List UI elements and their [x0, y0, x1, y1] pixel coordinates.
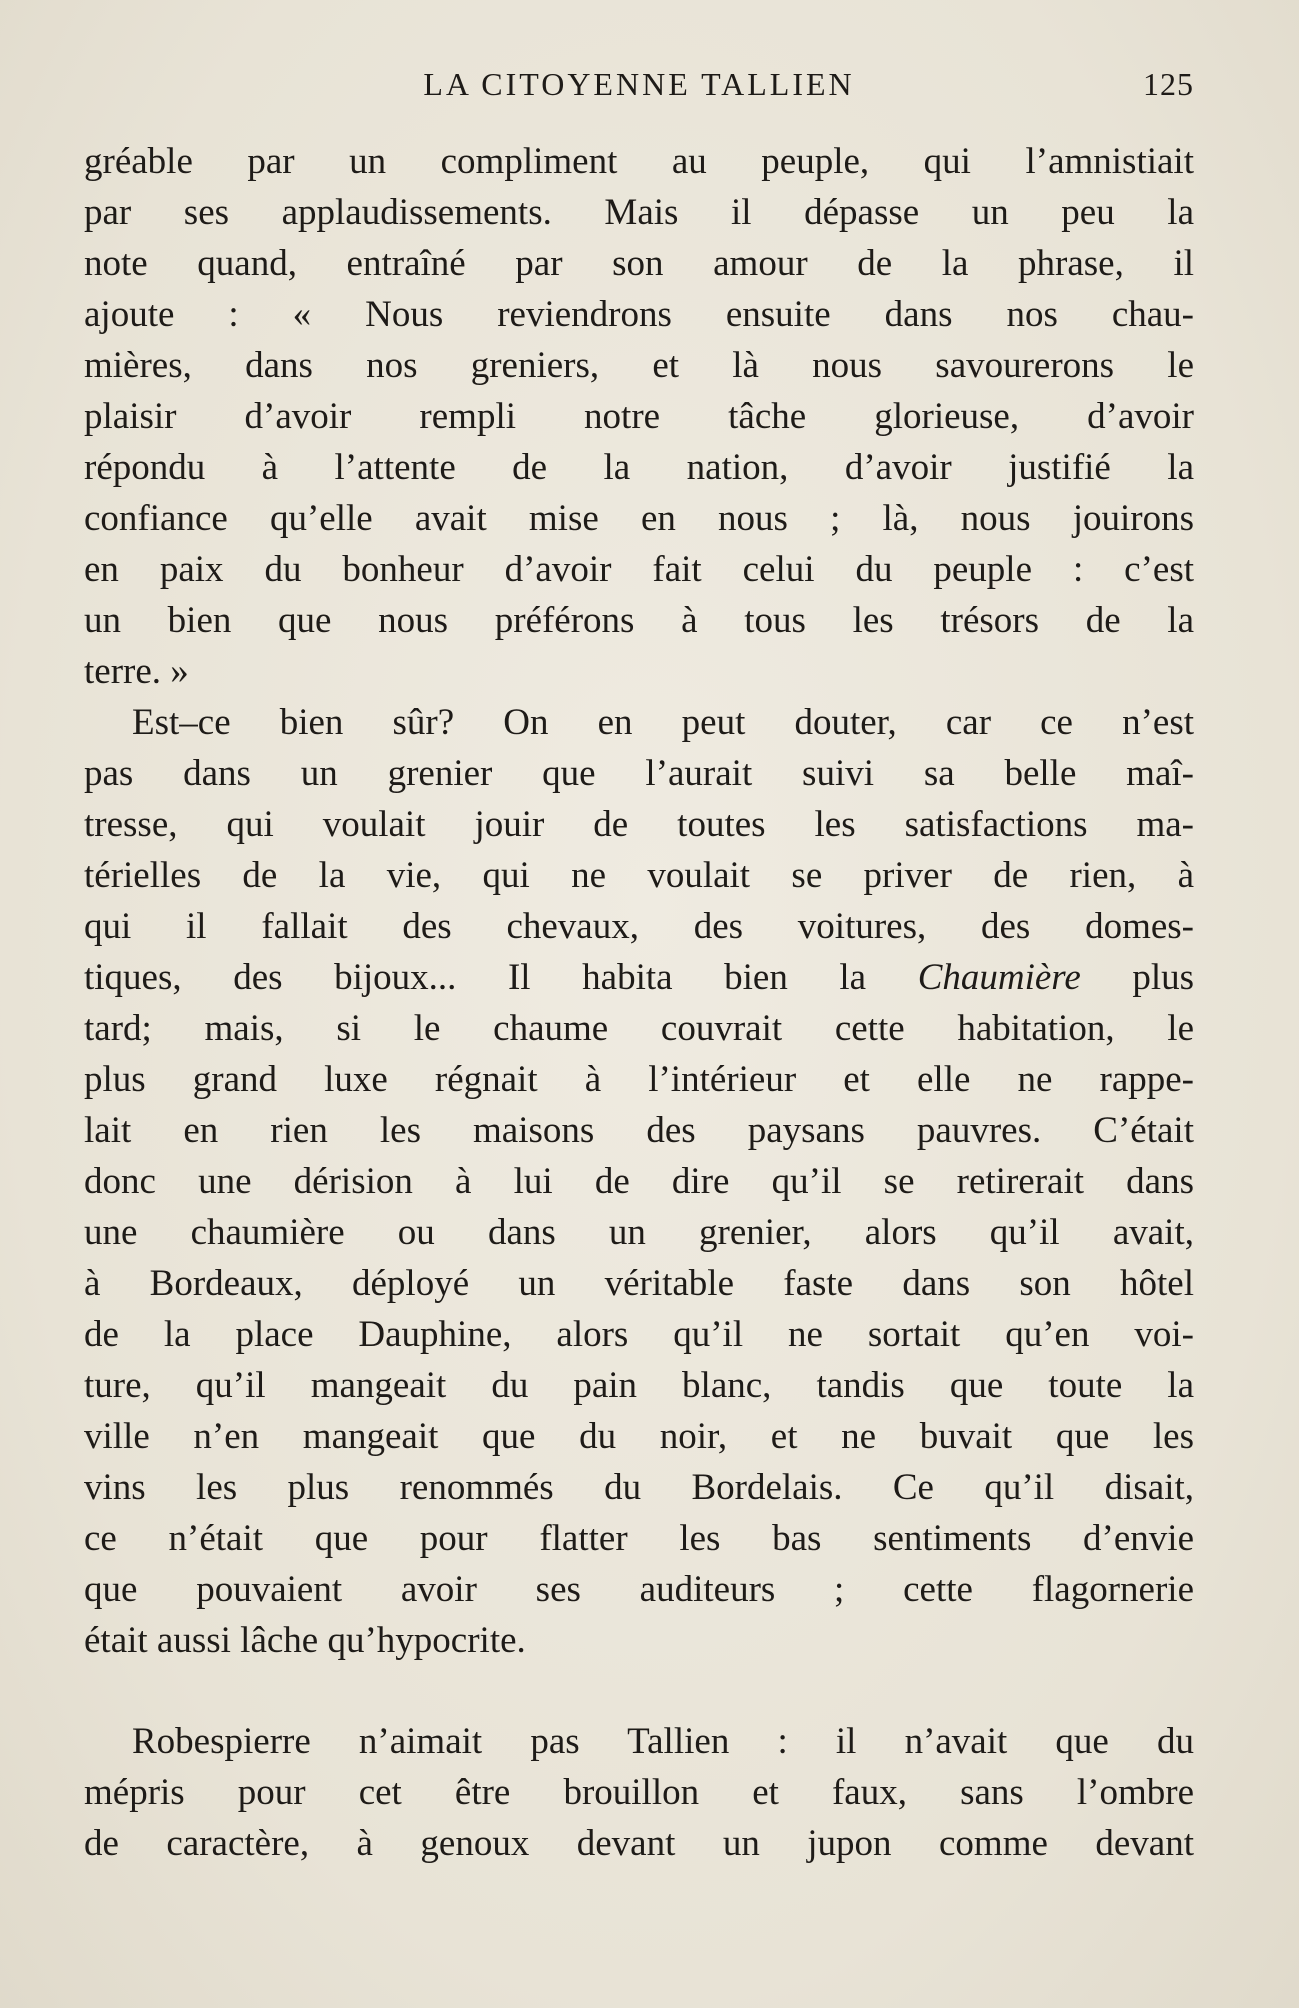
- text-line: terre. »: [84, 651, 189, 692]
- text-line: un bien que nous préférons à tous les trésors de la: [84, 600, 1194, 641]
- text-line: tresse, qui voulait jouir de toutes les satisfactions ma-: [84, 804, 1194, 845]
- text-line-with-italic: [84, 952, 1194, 1003]
- paragraph: [84, 1716, 1194, 1869]
- text-line: gréable par un compliment au peuple, qui l’amnistiait: [84, 141, 1194, 182]
- text-line: une chaumière ou dans un grenier, alors qu’il avait,: [84, 1212, 1194, 1253]
- text-line: lait en rien les maisons des paysans pauvres. C’était: [84, 1110, 1194, 1151]
- text-line: Robespierre n’aimait pas Tallien : il n’avait que du: [132, 1721, 1194, 1762]
- page-number: 125: [1143, 66, 1194, 102]
- text-line: vins les plus renommés du Bordelais. Ce qu’il disait,: [84, 1467, 1194, 1508]
- text-line: térielles de la vie, qui ne voulait se priver de rien, à: [84, 855, 1194, 896]
- paragraph: [84, 697, 1194, 1666]
- section-break: [84, 1666, 1194, 1716]
- text-line: pas dans un grenier que l’aurait suivi sa belle maî-: [84, 753, 1194, 794]
- text-line: de caractère, à genoux devant un jupon comme devant: [84, 1823, 1194, 1864]
- running-head: [84, 64, 1194, 104]
- text-line: Est–ce bien sûr? On en peut douter, car ce n’est: [132, 702, 1194, 743]
- text-line: plus grand luxe régnait à l’intérieur et elle ne rappe-: [84, 1059, 1194, 1100]
- text-line: était aussi lâche qu’hypocrite.: [84, 1620, 526, 1661]
- text-line: note quand, entraîné par son amour de la phrase, il: [84, 243, 1194, 284]
- running-title: LA CITOYENNE TALLIEN: [423, 66, 855, 102]
- text-line: mières, dans nos greniers, et là nous savourerons le: [84, 345, 1194, 386]
- paragraph: [84, 136, 1194, 697]
- text-line: qui il fallait des chevaux, des voitures, des domes-: [84, 906, 1194, 947]
- text-line: confiance qu’elle avait mise en nous ; là, nous jouirons: [84, 498, 1194, 539]
- text-line: donc une dérision à lui de dire qu’il se retirerait dans: [84, 1161, 1194, 1202]
- text-line: à Bordeaux, déployé un véritable faste dans son hôtel: [84, 1263, 1194, 1304]
- text-line: ville n’en mangeait que du noir, et ne buvait que les: [84, 1416, 1194, 1457]
- text-line: ce n’était que pour flatter les bas sentiments d’envie: [84, 1518, 1194, 1559]
- text-line: répondu à l’attente de la nation, d’avoir justifié la: [84, 447, 1194, 488]
- body-text: [84, 136, 1194, 1869]
- text-line: plaisir d’avoir rempli notre tâche glorieuse, d’avoir: [84, 396, 1194, 437]
- text-line: tard; mais, si le chaume couvrait cette habitation, le: [84, 1008, 1194, 1049]
- text-line: par ses applaudissements. Mais il dépasse un peu la: [84, 192, 1194, 233]
- italic-term: Chaumière: [917, 957, 1081, 998]
- text-line: en paix du bonheur d’avoir fait celui du peuple : c’est: [84, 549, 1194, 590]
- text-line: ture, qu’il mangeait du pain blanc, tandis que toute la: [84, 1365, 1194, 1406]
- text-line: que pouvaient avoir ses auditeurs ; cette flagornerie: [84, 1569, 1194, 1610]
- text-line: ajoute : « Nous reviendrons ensuite dans nos chau-: [84, 294, 1194, 335]
- text-segment: plus: [1080, 957, 1195, 998]
- text-segment: tiques, des bijoux... Il habita bien la: [84, 957, 918, 998]
- text-line: mépris pour cet être brouillon et faux, sans l’ombre: [84, 1772, 1194, 1813]
- text-line: de la place Dauphine, alors qu’il ne sortait qu’en voi-: [84, 1314, 1194, 1355]
